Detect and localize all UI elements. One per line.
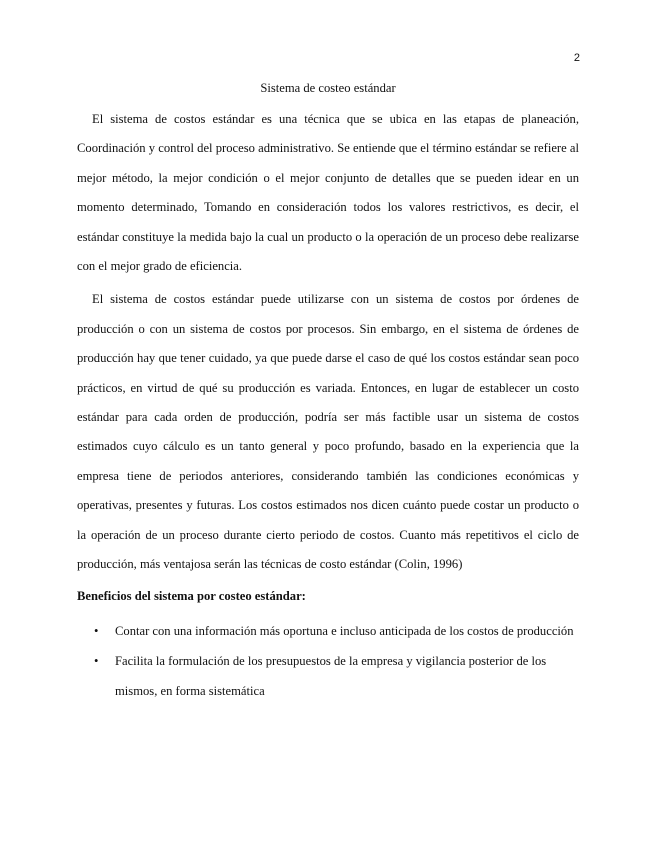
bullet-icon: •	[94, 623, 99, 638]
list-item-text: Facilita la formulación de los presupuestos de la empresa y vigilancia posterior de los mismos, en forma sistemática	[115, 654, 547, 698]
benefits-heading: Beneficios del sistema por costeo estándar:	[77, 588, 306, 603]
list-item	[77, 617, 579, 646]
bullet-icon: •	[94, 654, 99, 669]
document-title: Sistema de costeo estándar	[260, 81, 396, 95]
page-number: 2	[573, 52, 580, 64]
benefits-list	[77, 617, 579, 706]
paragraph-2: El sistema de costos estándar puede utilizarse con un sistema de costos por órdenes de producción o con un sistema de costos por procesos. Sin embargo, en el sistema de órdenes de producción hay que tener cuidado, ya que puede darse el caso de qué los costos estándar sean poco prácticos, en virtud de qué su producción es variada. Entonces, en lugar de establecer un costo estándar para cada orden de producción, podría ser más factible usar un sistema de costos estimados cuyo cálculo es un tanto general y poco profundo, basado en la experiencia que la empresa tiene de periodos anteriores, considerando también las condiciones económicas y operativas, presentes y futuras. Los costos estimados nos dicen cuánto puede costar un producto o la operación de un proceso durante cierto periodo de costos. Cuanto más repetitivos el ciclo de producción, más ventajosa serán las técnicas de costo estándar (Colin, 1996)	[77, 292, 579, 572]
document-body	[77, 77, 579, 707]
paragraph-1: El sistema de costos estándar es una técnica que se ubica en las etapas de planeación, Coordinación y control del proceso administrativo. Se entiende que el término estándar se refiere al mejor método, la mejor condición o el mejor conjunto de detalles que se pueden idear en un momento determinado, Tomando en consideración todos los valores restrictivos, es decir, el estándar constituye la medida bajo la cual un producto o la operación de un proceso debe realizarse con el mejor grado de eficiencia.	[77, 112, 579, 274]
list-item-text: Contar con una información más oportuna e incluso anticipada de los costos de producción	[115, 623, 574, 638]
list-item	[77, 647, 579, 706]
